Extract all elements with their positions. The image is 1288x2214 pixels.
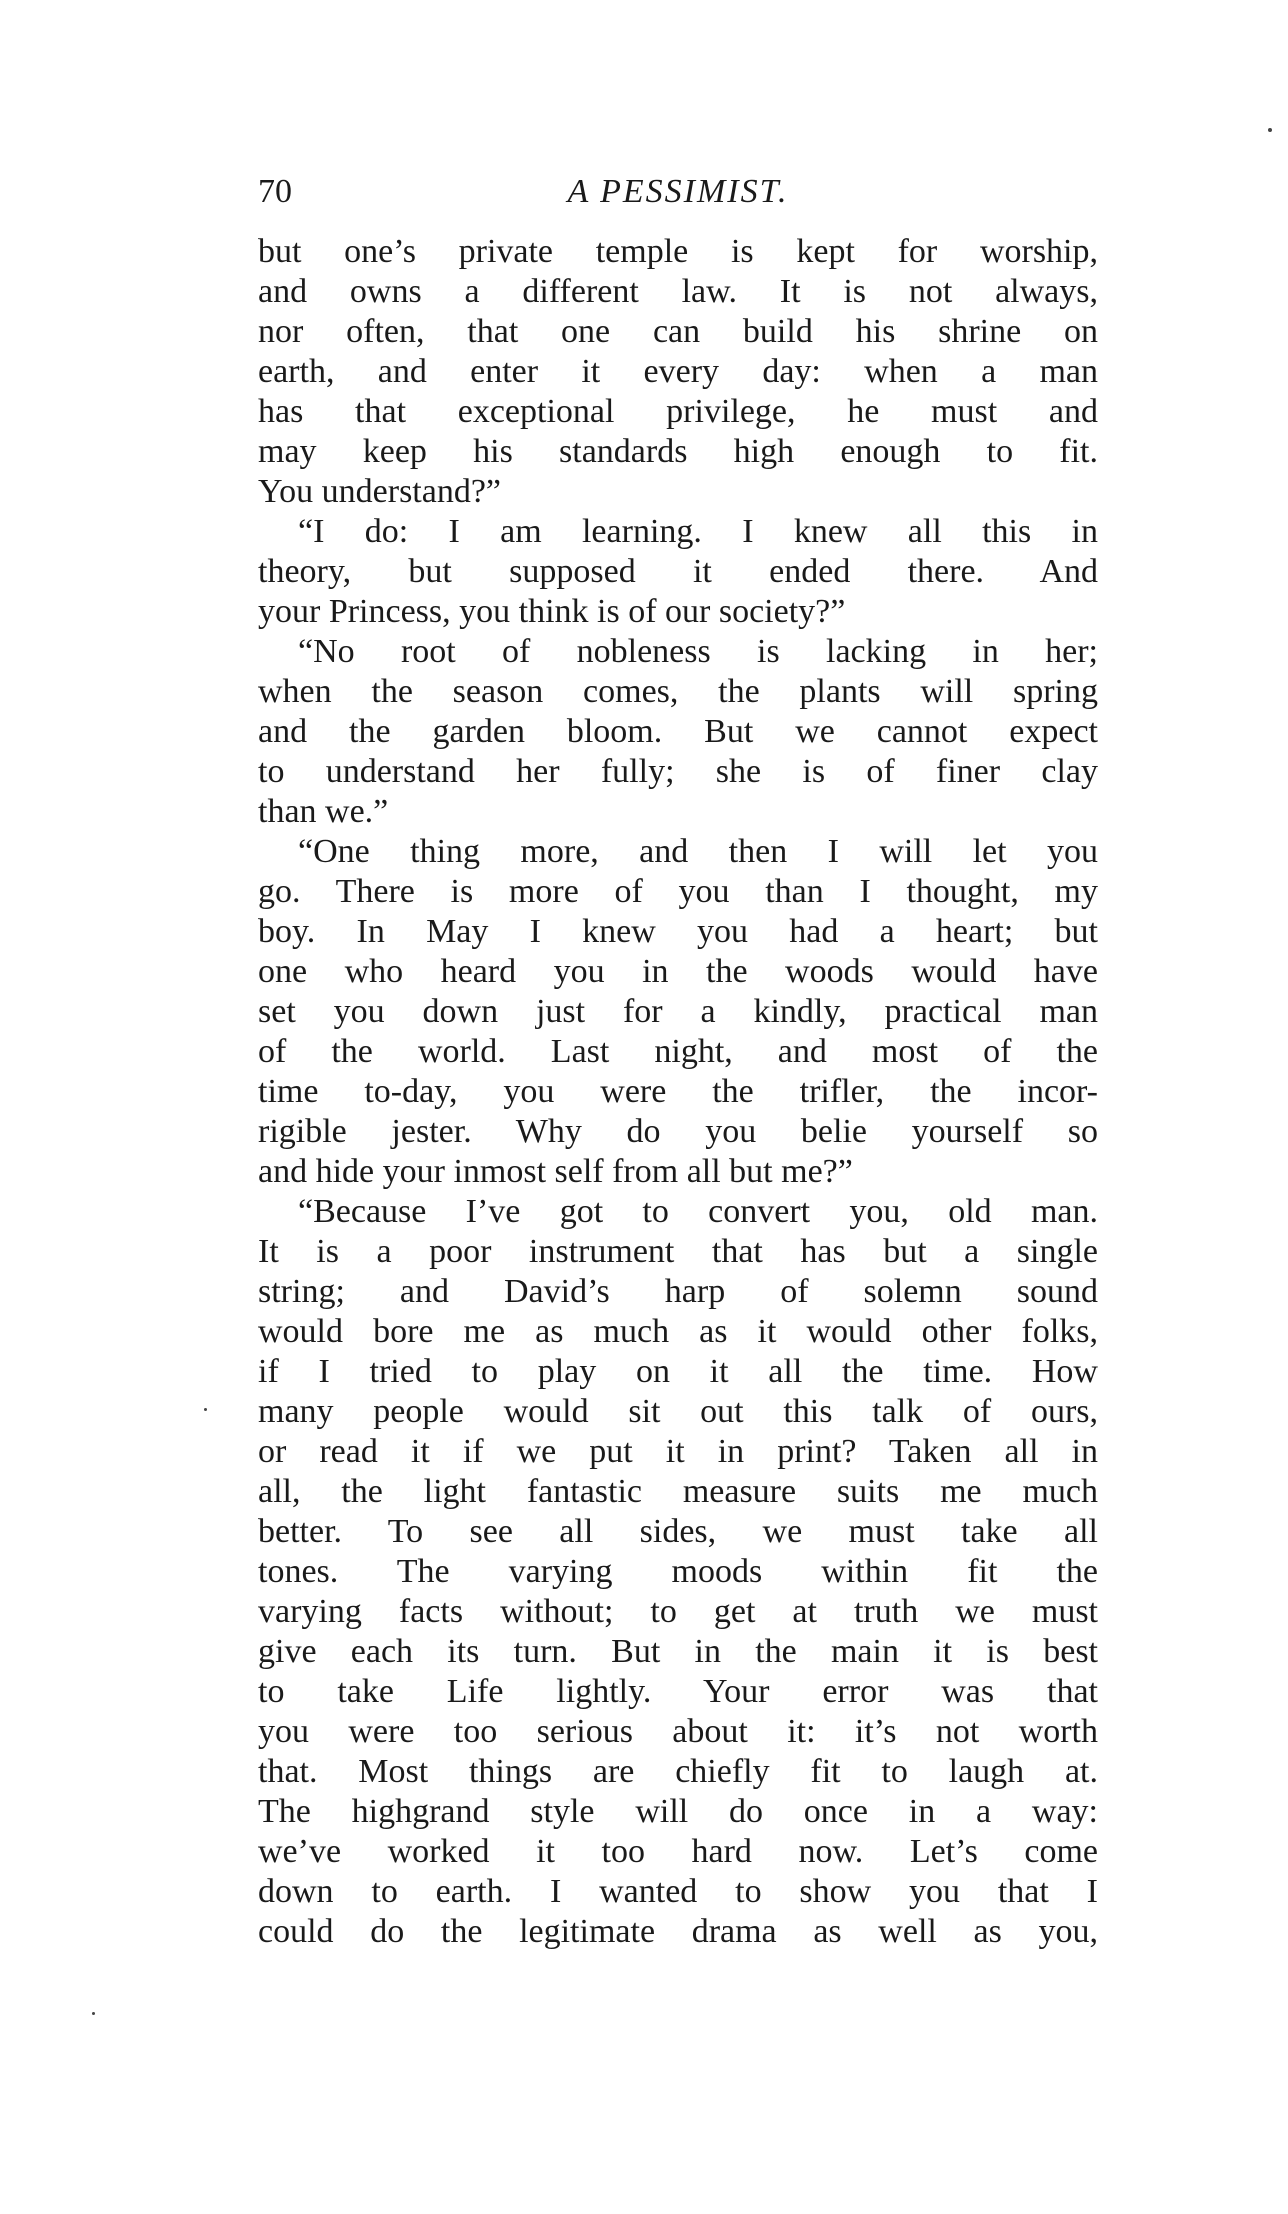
page-header xyxy=(258,172,1098,222)
text-line: The highgrand style will do once in a way: xyxy=(258,1793,1098,1830)
text-line: has that exceptional privilege, he must and xyxy=(258,393,1098,430)
text-line: “No root of nobleness is lacking in her; xyxy=(298,633,1098,670)
text-line: that. Most things are chiefly fit to laugh at. xyxy=(258,1753,1098,1790)
text-line: of the world. Last night, and most of the xyxy=(258,1033,1098,1070)
text-line: if I tried to play on it all the time. How xyxy=(258,1353,1098,1390)
text-line: better. To see all sides, we must take all xyxy=(258,1513,1098,1550)
text-line: “I do: I am learning. I knew all this in xyxy=(298,513,1098,550)
paper-speck xyxy=(204,1408,207,1411)
text-line: boy. In May I knew you had a heart; but xyxy=(258,913,1098,950)
body-text xyxy=(258,232,1098,1952)
text-line: earth, and enter it every day: when a man xyxy=(258,353,1098,390)
text-line: we’ve worked it too hard now. Let’s come xyxy=(258,1833,1098,1870)
text-line: many people would sit out this talk of ours, xyxy=(258,1393,1098,1430)
text-line: “Because I’ve got to convert you, old man. xyxy=(298,1193,1098,1230)
text-line: you were too serious about it: it’s not worth xyxy=(258,1713,1098,1750)
text-line: rigible jester. Why do you belie yourself so xyxy=(258,1113,1098,1150)
text-line: and hide your inmost self from all but me?” xyxy=(258,1153,853,1190)
paper-speck xyxy=(92,2012,95,2015)
text-line: give each its turn. But in the main it is best xyxy=(258,1633,1098,1670)
text-line: varying facts without; to get at truth we must xyxy=(258,1593,1098,1630)
text-line: go. There is more of you than I thought, my xyxy=(258,873,1098,910)
text-line: would bore me as much as it would other folks, xyxy=(258,1313,1098,1350)
text-line: could do the legitimate drama as well as you, xyxy=(258,1913,1098,1950)
text-line: to take Life lightly. Your error was that xyxy=(258,1673,1098,1710)
text-line: but one’s private temple is kept for worship, xyxy=(258,233,1098,270)
text-line: nor often, that one can build his shrine on xyxy=(258,313,1098,350)
text-line: tones. The varying moods within fit the xyxy=(258,1553,1098,1590)
text-line: your Princess, you think is of our society?” xyxy=(258,593,846,630)
text-line: one who heard you in the woods would have xyxy=(258,953,1098,990)
text-line: or read it if we put it in print? Taken all in xyxy=(258,1433,1098,1470)
text-line: to understand her fully; she is of finer clay xyxy=(258,753,1098,790)
running-title: A PESSIMIST. xyxy=(567,173,789,210)
text-line: theory, but supposed it ended there. And xyxy=(258,553,1098,590)
paper-speck xyxy=(1268,128,1272,132)
text-line: “One thing more, and then I will let you xyxy=(298,833,1098,870)
text-line: may keep his standards high enough to fit. xyxy=(258,433,1098,470)
page-number: 70 xyxy=(258,173,292,210)
text-line: You understand?” xyxy=(258,473,502,510)
text-line: all, the light fantastic measure suits me much xyxy=(258,1473,1098,1510)
text-line: down to earth. I wanted to show you that I xyxy=(258,1873,1098,1910)
text-line: than we.” xyxy=(258,793,389,830)
text-line: time to-day, you were the trifler, the incor- xyxy=(258,1073,1098,1110)
text-line: string; and David’s harp of solemn sound xyxy=(258,1273,1098,1310)
text-line: and the garden bloom. But we cannot expect xyxy=(258,713,1098,750)
text-line: set you down just for a kindly, practical man xyxy=(258,993,1098,1030)
text-line: when the season comes, the plants will spring xyxy=(258,673,1098,710)
text-line: It is a poor instrument that has but a single xyxy=(258,1233,1098,1270)
text-line: and owns a different law. It is not always, xyxy=(258,273,1098,310)
